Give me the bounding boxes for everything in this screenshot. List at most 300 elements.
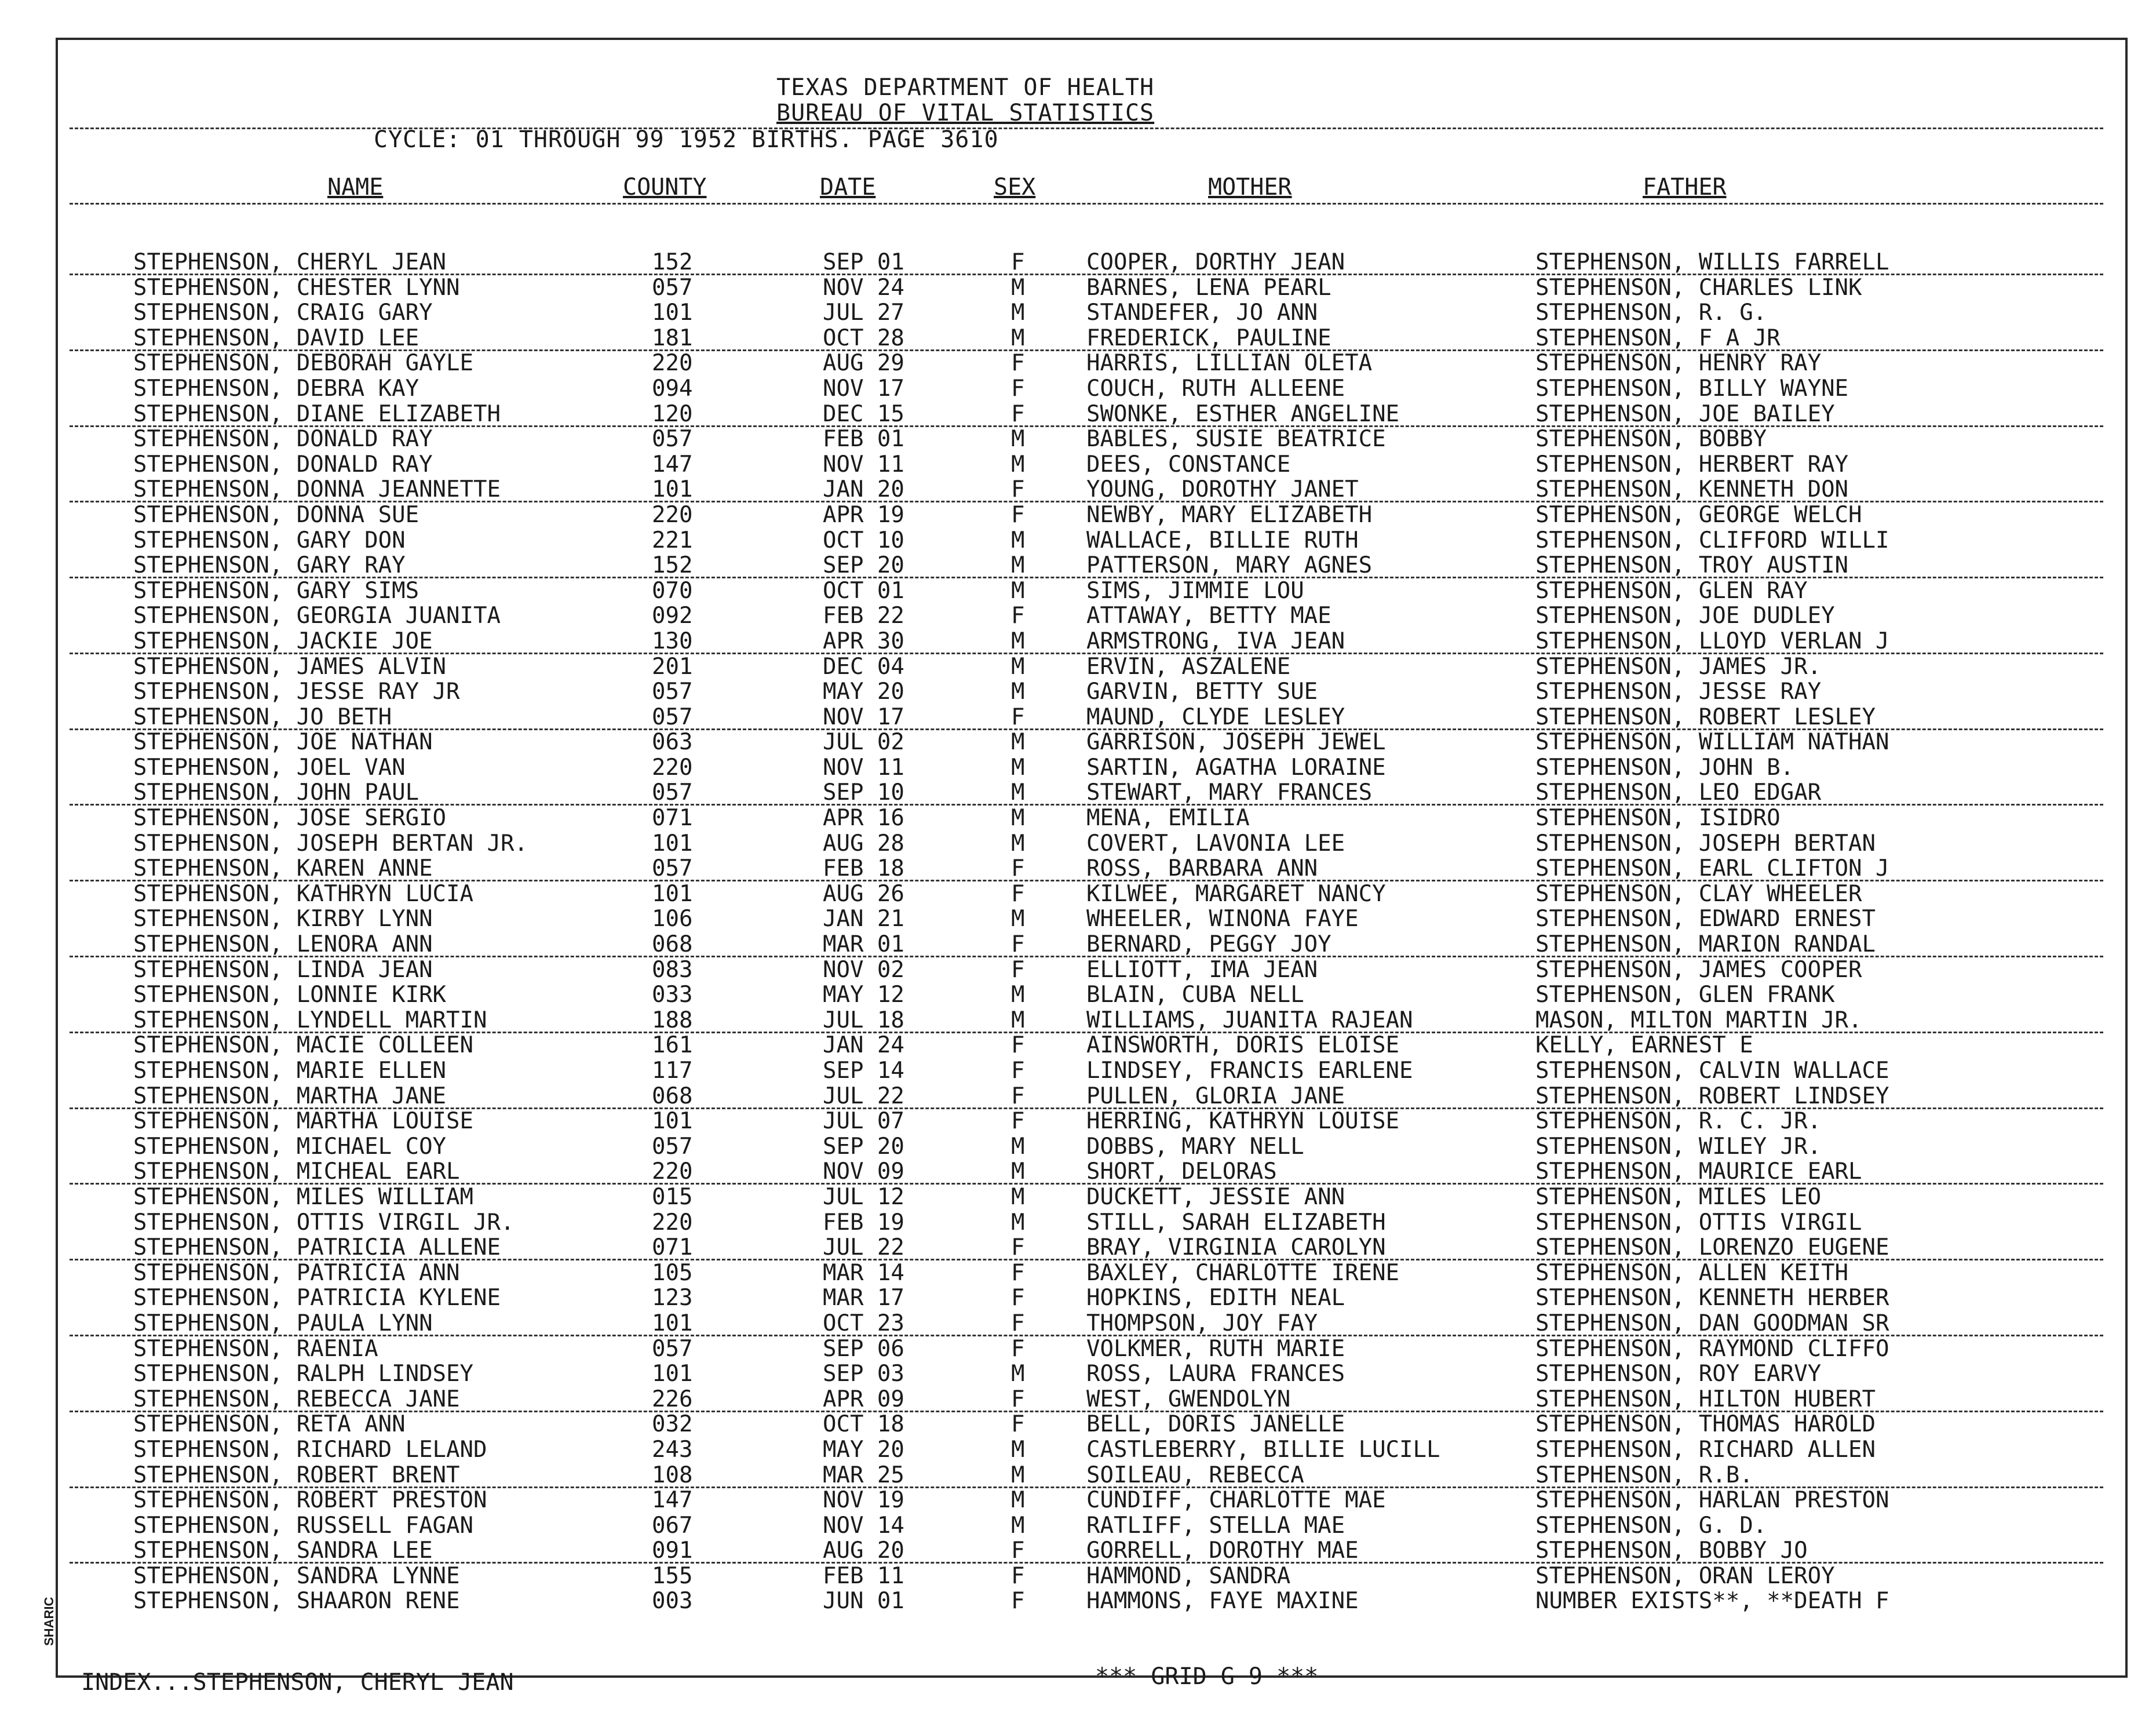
record-date: NOV 11: [823, 754, 904, 781]
record-date: AUG 29: [823, 350, 904, 377]
record-mother: CASTLEBERRY, BILLIE LUCILL: [1086, 1436, 1440, 1463]
record-father: STEPHENSON, ALLEN KEITH: [1535, 1259, 1849, 1286]
record-mother: COOPER, DORTHY JEAN: [1086, 249, 1345, 275]
record-county: 094: [652, 375, 693, 402]
record-date: JAN 24: [823, 1032, 904, 1059]
record-county: 101: [652, 476, 693, 503]
record-mother: SARTIN, AGATHA LORAINE: [1086, 754, 1386, 781]
record-name: STEPHENSON, ROBERT BRENT: [133, 1462, 460, 1488]
record-name: STEPHENSON, GARY RAY: [133, 552, 406, 579]
record-sex: M: [1011, 906, 1025, 932]
record-sex: M: [1011, 729, 1025, 756]
record-father: STEPHENSON, EDWARD ERNEST: [1535, 906, 1876, 932]
record-name: STEPHENSON, OTTIS VIRGIL JR.: [133, 1209, 515, 1236]
record-county: 057: [652, 855, 693, 882]
record-father: KELLY, EARNEST E: [1535, 1032, 1753, 1059]
record-row: [0, 275, 2156, 300]
record-sex: M: [1011, 805, 1025, 832]
record-name: STEPHENSON, MARTHA JANE: [133, 1083, 447, 1109]
record-name: STEPHENSON, MARIE ELLEN: [133, 1058, 447, 1084]
record-county: 070: [652, 577, 693, 604]
record-name: STEPHENSON, PATRICIA KYLENE: [133, 1285, 501, 1311]
record-father: STEPHENSON, HERBERT RAY: [1535, 451, 1849, 478]
record-county: 108: [652, 1462, 693, 1488]
record-row: [0, 881, 2156, 906]
record-county: 057: [652, 426, 693, 453]
record-mother: BLAIN, CUBA NELL: [1086, 982, 1304, 1008]
record-sex: M: [1011, 1436, 1025, 1463]
record-mother: THOMPSON, JOY FAY: [1086, 1310, 1318, 1336]
record-father: STEPHENSON, JOE DUDLEY: [1535, 603, 1835, 629]
record-name: STEPHENSON, LYNDELL MARTIN: [133, 1007, 487, 1033]
record-father: STEPHENSON, THOMAS HAROLD: [1535, 1411, 1876, 1438]
record-row: [0, 1234, 2156, 1260]
record-sex: F: [1011, 855, 1025, 882]
record-row: [0, 1588, 2156, 1613]
record-county: 155: [652, 1562, 693, 1589]
record-mother: RATLIFF, STELLA MAE: [1086, 1512, 1345, 1539]
record-sex: M: [1011, 552, 1025, 579]
record-row: [0, 300, 2156, 325]
record-row: [0, 1386, 2156, 1412]
record-date: NOV 17: [823, 375, 904, 402]
record-sex: F: [1011, 249, 1025, 275]
record-row: [0, 755, 2156, 780]
record-mother: NEWBY, MARY ELIZABETH: [1086, 501, 1373, 528]
record-sex: F: [1011, 1234, 1025, 1261]
record-county: 057: [652, 1133, 693, 1160]
record-date: OCT 18: [823, 1411, 904, 1438]
record-row: [0, 426, 2156, 451]
record-mother: BERNARD, PEGGY JOY: [1086, 931, 1331, 958]
record-mother: WEST, GWENDOLYN: [1086, 1386, 1291, 1412]
record-name: STEPHENSON, CHERYL JEAN: [133, 249, 447, 275]
record-mother: PATTERSON, MARY AGNES: [1086, 552, 1373, 579]
record-father: STEPHENSON, HARLAN PRESTON: [1535, 1487, 1889, 1514]
record-father: STEPHENSON, MAURICE EARL: [1535, 1158, 1862, 1185]
record-row: [0, 704, 2156, 730]
record-row: [0, 830, 2156, 856]
record-sex: F: [1011, 931, 1025, 958]
record-county: 068: [652, 1083, 693, 1109]
record-name: STEPHENSON, SANDRA LEE: [133, 1537, 433, 1564]
record-father: STEPHENSON, JESSE RAY: [1535, 679, 1822, 705]
record-father: STEPHENSON, F A JR: [1535, 325, 1781, 351]
record-sex: M: [1011, 426, 1025, 453]
record-father: STEPHENSON, LORENZO EUGENE: [1535, 1234, 1889, 1261]
record-mother: ROSS, BARBARA ANN: [1086, 855, 1318, 882]
record-row: [0, 401, 2156, 427]
record-sex: F: [1011, 400, 1025, 427]
record-father: STEPHENSON, G. D.: [1535, 1512, 1767, 1539]
record-date: NOV 02: [823, 956, 904, 983]
record-sex: F: [1011, 1108, 1025, 1135]
record-date: FEB 01: [823, 426, 904, 453]
record-father: STEPHENSON, ISIDRO: [1535, 805, 1781, 832]
record-county: 003: [652, 1588, 693, 1615]
col-mother-header: MOTHER: [1208, 174, 1292, 201]
record-father: STEPHENSON, ROBERT LESLEY: [1535, 704, 1876, 730]
record-date: JUL 02: [823, 729, 904, 756]
record-name: STEPHENSON, KIRBY LYNN: [133, 906, 433, 932]
record-date: NOV 11: [823, 451, 904, 478]
col-date-header: DATE: [820, 174, 876, 201]
record-name: STEPHENSON, RALPH LINDSEY: [133, 1361, 473, 1387]
record-father: STEPHENSON, GLEN FRANK: [1535, 982, 1835, 1008]
record-row: [0, 1260, 2156, 1285]
record-name: STEPHENSON, REBECCA JANE: [133, 1386, 460, 1412]
record-date: MAY 20: [823, 679, 904, 705]
record-father: STEPHENSON, ROY EARVY: [1535, 1361, 1822, 1387]
record-mother: SIMS, JIMMIE LOU: [1086, 577, 1304, 604]
record-date: JUL 22: [823, 1083, 904, 1109]
record-father: STEPHENSON, KENNETH HERBER: [1535, 1285, 1889, 1311]
record-row: [0, 931, 2156, 957]
record-date: NOV 24: [823, 274, 904, 301]
record-name: STEPHENSON, JOE NATHAN: [133, 729, 433, 756]
record-date: JUL 07: [823, 1108, 904, 1135]
record-sex: F: [1011, 501, 1025, 528]
record-name: STEPHENSON, GEORGIA JUANITA: [133, 603, 501, 629]
record-name: STEPHENSON, KATHRYN LUCIA: [133, 880, 473, 907]
record-name: STEPHENSON, RAENIA: [133, 1335, 378, 1362]
record-mother: ELLIOTT, IMA JEAN: [1086, 956, 1318, 983]
record-name: STEPHENSON, GARY DON: [133, 527, 406, 553]
record-sex: F: [1011, 375, 1025, 402]
record-sex: F: [1011, 350, 1025, 377]
record-sex: M: [1011, 982, 1025, 1008]
record-date: MAY 20: [823, 1436, 904, 1463]
record-sex: F: [1011, 704, 1025, 730]
record-county: 015: [652, 1183, 693, 1210]
record-sex: M: [1011, 754, 1025, 781]
record-date: MAR 01: [823, 931, 904, 958]
record-sex: M: [1011, 1487, 1025, 1514]
record-name: STEPHENSON, JACKIE JOE: [133, 628, 433, 654]
record-county: 101: [652, 1310, 693, 1336]
record-date: APR 09: [823, 1386, 904, 1412]
record-name: STEPHENSON, CHESTER LYNN: [133, 274, 460, 301]
record-sex: F: [1011, 603, 1025, 629]
record-name: STEPHENSON, ROBERT PRESTON: [133, 1487, 487, 1514]
record-mother: HOPKINS, EDITH NEAL: [1086, 1285, 1345, 1311]
record-mother: DEES, CONSTANCE: [1086, 451, 1291, 478]
record-name: STEPHENSON, DONNA SUE: [133, 501, 419, 528]
record-name: STEPHENSON, MICHEAL EARL: [133, 1158, 460, 1185]
record-row: [0, 654, 2156, 679]
record-mother: HAMMONS, FAYE MAXINE: [1086, 1588, 1359, 1615]
record-sex: F: [1011, 1335, 1025, 1362]
record-date: NOV 09: [823, 1158, 904, 1185]
record-county: 220: [652, 754, 693, 781]
record-date: SEP 01: [823, 249, 904, 275]
record-row: [0, 805, 2156, 830]
record-county: 147: [652, 451, 693, 478]
record-mother: COUCH, RUTH ALLEENE: [1086, 375, 1345, 402]
record-county: 221: [652, 527, 693, 553]
record-father: STEPHENSON, CALVIN WALLACE: [1535, 1058, 1889, 1084]
record-sex: F: [1011, 1083, 1025, 1109]
record-county: 032: [652, 1411, 693, 1438]
record-mother: COVERT, LAVONIA LEE: [1086, 830, 1345, 857]
record-father: MASON, MILTON MARTIN JR.: [1535, 1007, 1862, 1033]
record-county: 063: [652, 729, 693, 756]
col-sex-header: SEX: [994, 174, 1036, 201]
record-mother: STEWART, MARY FRANCES: [1086, 779, 1373, 806]
record-father: STEPHENSON, LEO EDGAR: [1535, 779, 1822, 806]
record-row: [0, 1108, 2156, 1134]
record-mother: WALLACE, BILLIE RUTH: [1086, 527, 1359, 553]
record-name: STEPHENSON, PATRICIA ALLENE: [133, 1234, 501, 1261]
record-sex: M: [1011, 1361, 1025, 1387]
record-mother: MENA, EMILIA: [1086, 805, 1250, 832]
record-date: DEC 04: [823, 653, 904, 680]
record-county: 220: [652, 1209, 693, 1236]
record-sex: F: [1011, 1537, 1025, 1564]
record-mother: HERRING, KATHRYN LOUISE: [1086, 1108, 1400, 1135]
record-name: STEPHENSON, MILES WILLIAM: [133, 1183, 473, 1210]
record-name: STEPHENSON, RICHARD LELAND: [133, 1436, 487, 1463]
record-county: 067: [652, 1512, 693, 1539]
record-county: 033: [652, 982, 693, 1008]
record-sex: F: [1011, 1411, 1025, 1438]
record-mother: BABLES, SUSIE BEATRICE: [1086, 426, 1386, 453]
record-name: STEPHENSON, JESSE RAY JR: [133, 679, 460, 705]
record-date: NOV 19: [823, 1487, 904, 1514]
record-date: OCT 01: [823, 577, 904, 604]
grid-footer: *** GRID G 9 ***: [1095, 1663, 1319, 1690]
record-mother: SOILEAU, REBECCA: [1086, 1462, 1304, 1488]
record-row: [0, 729, 2156, 755]
record-sex: M: [1011, 830, 1025, 857]
record-name: STEPHENSON, SHAARON RENE: [133, 1588, 460, 1615]
record-county: 057: [652, 274, 693, 301]
record-father: STEPHENSON, GEORGE WELCH: [1535, 501, 1862, 528]
record-father: STEPHENSON, EARL CLIFTON J: [1535, 855, 1889, 882]
record-father: STEPHENSON, CLAY WHEELER: [1535, 880, 1862, 907]
record-row: [0, 1209, 2156, 1235]
index-footer: INDEX...STEPHENSON, CHERYL JEAN: [81, 1669, 514, 1696]
record-name: STEPHENSON, JOSEPH BERTAN JR.: [133, 830, 528, 857]
record-sex: F: [1011, 1032, 1025, 1059]
record-father: STEPHENSON, RAYMOND CLIFFO: [1535, 1335, 1889, 1362]
record-county: 106: [652, 906, 693, 932]
bureau-title: BUREAU OF VITAL STATISTICS: [776, 100, 1155, 126]
record-mother: BAXLEY, CHARLOTTE IRENE: [1086, 1259, 1400, 1286]
record-name: STEPHENSON, SANDRA LYNNE: [133, 1562, 460, 1589]
department-title: TEXAS DEPARTMENT OF HEALTH: [776, 74, 1155, 101]
record-father: STEPHENSON, HENRY RAY: [1535, 350, 1822, 377]
record-mother: LINDSEY, FRANCIS EARLENE: [1086, 1058, 1413, 1084]
record-sex: F: [1011, 880, 1025, 907]
record-county: 181: [652, 325, 693, 351]
record-date: SEP 03: [823, 1361, 904, 1387]
record-mother: MAUND, CLYDE LESLEY: [1086, 704, 1345, 730]
record-mother: DUCKETT, JESSIE ANN: [1086, 1183, 1345, 1210]
record-mother: ERVIN, ASZALENE: [1086, 653, 1291, 680]
record-father: STEPHENSON, WILEY JR.: [1535, 1133, 1822, 1160]
record-row: [0, 906, 2156, 931]
record-row: [0, 325, 2156, 351]
record-county: 117: [652, 1058, 693, 1084]
record-name: STEPHENSON, GARY SIMS: [133, 577, 419, 604]
record-name: STEPHENSON, LONNIE KIRK: [133, 982, 447, 1008]
record-name: STEPHENSON, CRAIG GARY: [133, 300, 433, 326]
record-mother: STANDEFER, JO ANN: [1086, 300, 1318, 326]
record-sex: M: [1011, 679, 1025, 705]
record-county: 123: [652, 1285, 693, 1311]
record-mother: BRAY, VIRGINIA CAROLYN: [1086, 1234, 1386, 1261]
record-date: FEB 18: [823, 855, 904, 882]
record-row: [0, 1032, 2156, 1058]
record-sex: M: [1011, 451, 1025, 478]
record-county: 120: [652, 400, 693, 427]
record-name: STEPHENSON, MICHAEL COY: [133, 1133, 447, 1160]
record-sex: F: [1011, 1259, 1025, 1286]
record-sex: M: [1011, 527, 1025, 553]
record-mother: WHEELER, WINONA FAYE: [1086, 906, 1359, 932]
record-county: 130: [652, 628, 693, 654]
record-name: STEPHENSON, JOSE SERGIO: [133, 805, 447, 832]
record-father: STEPHENSON, GLEN RAY: [1535, 577, 1808, 604]
record-row: [0, 578, 2156, 603]
record-date: MAR 17: [823, 1285, 904, 1311]
record-mother: AINSWORTH, DORIS ELOISE: [1086, 1032, 1400, 1059]
record-county: 201: [652, 653, 693, 680]
record-county: 105: [652, 1259, 693, 1286]
record-sex: M: [1011, 653, 1025, 680]
record-row: [0, 1285, 2156, 1310]
record-father: STEPHENSON, MILES LEO: [1535, 1183, 1822, 1210]
record-county: 092: [652, 603, 693, 629]
record-sex: F: [1011, 1386, 1025, 1412]
record-date: NOV 17: [823, 704, 904, 730]
record-name: STEPHENSON, MARTHA LOUISE: [133, 1108, 473, 1135]
record-date: FEB 11: [823, 1562, 904, 1589]
record-county: 068: [652, 931, 693, 958]
record-date: OCT 10: [823, 527, 904, 553]
record-name: STEPHENSON, PAULA LYNN: [133, 1310, 433, 1336]
record-date: JUL 18: [823, 1007, 904, 1033]
record-county: 188: [652, 1007, 693, 1033]
record-father: STEPHENSON, HILTON HUBERT: [1535, 1386, 1876, 1412]
record-date: AUG 28: [823, 830, 904, 857]
record-mother: CUNDIFF, CHARLOTTE MAE: [1086, 1487, 1386, 1514]
record-county: 101: [652, 880, 693, 907]
record-mother: HARRIS, LILLIAN OLETA: [1086, 350, 1373, 377]
record-row: [0, 1083, 2156, 1109]
record-county: 220: [652, 350, 693, 377]
record-name: STEPHENSON, LENORA ANN: [133, 931, 433, 958]
record-row: [0, 350, 2156, 376]
side-stamp: SHARIC: [42, 1597, 56, 1646]
record-mother: GORRELL, DOROTHY MAE: [1086, 1537, 1359, 1564]
record-father: STEPHENSON, CHARLES LINK: [1535, 274, 1862, 301]
record-mother: PULLEN, GLORIA JANE: [1086, 1083, 1345, 1109]
record-row: [0, 1158, 2156, 1184]
record-row: [0, 1310, 2156, 1336]
record-county: 057: [652, 704, 693, 730]
record-name: STEPHENSON, MACIE COLLEEN: [133, 1032, 473, 1059]
cycle-line: CYCLE: 01 THROUGH 99 1952 BIRTHS. PAGE 3610: [374, 126, 999, 153]
record-mother: DOBBS, MARY NELL: [1086, 1133, 1304, 1160]
record-mother: ROSS, LAURA FRANCES: [1086, 1361, 1345, 1387]
record-date: SEP 06: [823, 1335, 904, 1362]
record-county: 220: [652, 501, 693, 528]
record-row: [0, 982, 2156, 1007]
record-row: [0, 1058, 2156, 1083]
record-date: APR 30: [823, 628, 904, 654]
record-father: STEPHENSON, ROBERT LINDSEY: [1535, 1083, 1889, 1109]
record-father: STEPHENSON, MARION RANDAL: [1535, 931, 1876, 958]
record-name: STEPHENSON, JOEL VAN: [133, 754, 406, 781]
record-sex: F: [1011, 1310, 1025, 1336]
record-name: STEPHENSON, PATRICIA ANN: [133, 1259, 460, 1286]
col-father-header: FATHER: [1643, 174, 1727, 201]
record-father: STEPHENSON, TROY AUSTIN: [1535, 552, 1849, 579]
record-row: [0, 376, 2156, 401]
record-father: STEPHENSON, R.B.: [1535, 1462, 1753, 1488]
record-mother: GARRISON, JOSEPH JEWEL: [1086, 729, 1386, 756]
record-mother: VOLKMER, RUTH MARIE: [1086, 1335, 1345, 1362]
record-date: JUL 27: [823, 300, 904, 326]
record-row: [0, 552, 2156, 578]
record-row: [0, 603, 2156, 628]
record-sex: M: [1011, 274, 1025, 301]
record-sex: M: [1011, 1183, 1025, 1210]
record-county: 057: [652, 779, 693, 806]
record-row: [0, 855, 2156, 881]
record-county: 101: [652, 830, 693, 857]
record-row: [0, 1336, 2156, 1361]
record-date: SEP 20: [823, 1133, 904, 1160]
record-row: [0, 957, 2156, 982]
column-header-divider: [70, 203, 2103, 205]
record-county: 101: [652, 300, 693, 326]
record-date: MAR 25: [823, 1462, 904, 1488]
record-name: STEPHENSON, RETA ANN: [133, 1411, 406, 1438]
record-date: MAR 14: [823, 1259, 904, 1286]
record-row: [0, 527, 2156, 553]
record-father: STEPHENSON, OTTIS VIRGIL: [1535, 1209, 1862, 1236]
record-name: STEPHENSON, JO BETH: [133, 704, 392, 730]
record-county: 101: [652, 1108, 693, 1135]
record-county: 101: [652, 1361, 693, 1387]
record-sex: M: [1011, 300, 1025, 326]
record-mother: HAMMOND, SANDRA: [1086, 1562, 1291, 1589]
record-date: JUL 22: [823, 1234, 904, 1261]
records-list: [0, 249, 2156, 1613]
record-date: SEP 14: [823, 1058, 904, 1084]
record-father: STEPHENSON, JOSEPH BERTAN: [1535, 830, 1876, 857]
record-county: 091: [652, 1537, 693, 1564]
record-father: STEPHENSON, LLOYD VERLAN J: [1535, 628, 1889, 654]
record-father: STEPHENSON, KENNETH DON: [1535, 476, 1849, 503]
col-county-header: COUNTY: [623, 174, 707, 201]
record-name: STEPHENSON, RUSSELL FAGAN: [133, 1512, 473, 1539]
record-county: 071: [652, 805, 693, 832]
record-father: STEPHENSON, ORAN LEROY: [1535, 1562, 1835, 1589]
record-row: [0, 779, 2156, 805]
record-mother: FREDERICK, PAULINE: [1086, 325, 1331, 351]
record-date: JAN 21: [823, 906, 904, 932]
record-county: 243: [652, 1436, 693, 1463]
record-sex: F: [1011, 1562, 1025, 1589]
record-row: [0, 502, 2156, 527]
record-father: STEPHENSON, BOBBY: [1535, 426, 1767, 453]
record-date: OCT 28: [823, 325, 904, 351]
record-name: STEPHENSON, DEBORAH GAYLE: [133, 350, 473, 377]
